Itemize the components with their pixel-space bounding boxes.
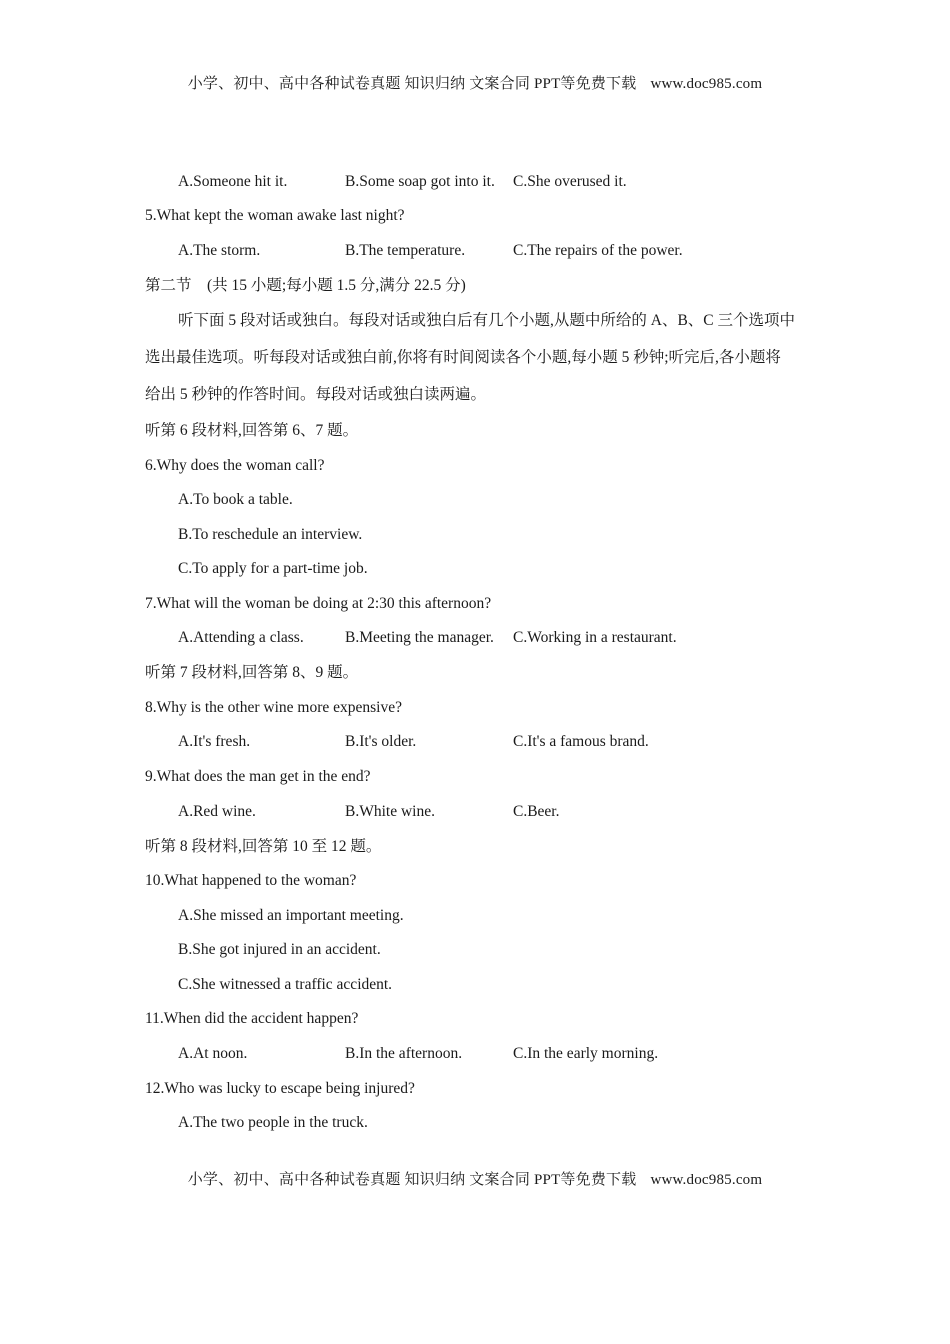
q9-option-c: C.Beer.	[513, 803, 560, 820]
q6-option-b: B.To reschedule an interview.	[178, 526, 363, 543]
q9-option-b: B.White wine.	[345, 803, 435, 820]
q9-option-a: A.Red wine.	[178, 803, 256, 820]
q5-option-c: C.The repairs of the power.	[513, 242, 683, 259]
q8-option-c: C.It's a famous brand.	[513, 733, 649, 750]
footer-url[interactable]: www.doc985.com	[650, 1172, 763, 1188]
q11-option-b: B.In the afternoon.	[345, 1045, 463, 1062]
q6-option-c: C.To apply for a part-time job.	[178, 560, 368, 577]
material7-heading: 听第 7 段材料,回答第 8、9 题。	[145, 664, 359, 681]
q12-question: 12.Who was lucky to escape being injured?	[145, 1080, 415, 1097]
q8-question: 8.Why is the other wine more expensive?	[145, 699, 402, 716]
q4-option-a: A.Someone hit it.	[178, 173, 288, 190]
footer-text: 小学、初中、高中各种试卷真题 知识归纳 文案合同 PPT等免费下载	[187, 1172, 637, 1188]
q4-option-b: B.Some soap got into it.	[345, 173, 495, 190]
q7-option-a: A.Attending a class.	[178, 629, 304, 646]
q9-question: 9.What does the man get in the end?	[145, 768, 371, 785]
footer-banner	[0, 1168, 950, 1189]
header-banner	[0, 72, 950, 93]
q5-option-a: A.The storm.	[178, 242, 261, 259]
q10-question: 10.What happened to the woman?	[145, 872, 357, 889]
q4-option-c: C.She overused it.	[513, 173, 627, 190]
q8-option-a: A.It's fresh.	[178, 733, 251, 750]
q5-option-b: B.The temperature.	[345, 242, 466, 259]
q5-question: 5.What kept the woman awake last night?	[145, 207, 405, 224]
section2-instructions: 听下面 5 段对话或独白。每段对话或独白后有几个小题,从题中所给的 A、B、C 三个选项中选出最佳选项。听每段对话或独白前,你将有时间阅读各个小题,每小题 5 秒钟;听完后,各小题将给出 5 秒钟的作答时间。每段对话或独白读两遍。	[145, 312, 795, 403]
q6-question: 6.Why does the woman call?	[145, 457, 325, 474]
material6-heading: 听第 6 段材料,回答第 6、7 题。	[145, 422, 359, 439]
q10-option-b: B.She got injured in an accident.	[178, 941, 381, 958]
q7-option-b: B.Meeting the manager.	[345, 629, 494, 646]
q10-option-a: A.She missed an important meeting.	[178, 907, 404, 924]
q7-option-c: C.Working in a restaurant.	[513, 629, 677, 646]
q11-option-c: C.In the early morning.	[513, 1045, 659, 1062]
q12-option-a: A.The two people in the truck.	[178, 1114, 368, 1131]
q8-option-b: B.It's older.	[345, 733, 417, 750]
header-text: 小学、初中、高中各种试卷真题 知识归纳 文案合同 PPT等免费下载	[187, 76, 637, 92]
q11-option-a: A.At noon.	[178, 1045, 248, 1062]
q7-question: 7.What will the woman be doing at 2:30 this afternoon?	[145, 595, 492, 612]
material8-heading: 听第 8 段材料,回答第 10 至 12 题。	[145, 838, 382, 855]
header-url[interactable]: www.doc985.com	[650, 76, 763, 92]
q6-option-a: A.To book a table.	[178, 491, 293, 508]
q10-option-c: C.She witnessed a traffic accident.	[178, 976, 393, 993]
q11-question: 11.When did the accident happen?	[145, 1010, 359, 1027]
section2-heading: 第二节 (共 15 小题;每小题 1.5 分,满分 22.5 分)	[145, 277, 466, 294]
